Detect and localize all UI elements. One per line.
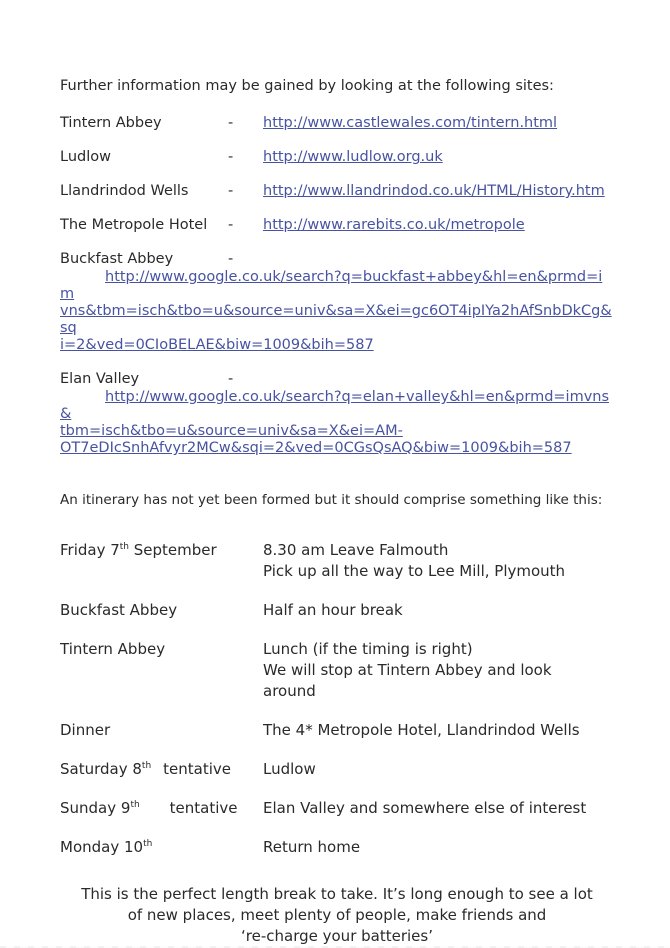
google-search-link[interactable]: http://www.google.co.uk/search?q=buckfast+abbey&hl=en&prmd=im vns&tbm=isch&tbo=u&source=univ&sa=X&ei=gc6OT4ipIYa2hAfSnbDkCg&sq i=2&ved=0CIoBELAE&biw=1009&bih=587	[60, 269, 612, 353]
tentative-note: tentative	[163, 760, 232, 778]
itinerary-description: Return home	[263, 838, 361, 856]
site-name: Elan Valley	[60, 371, 140, 387]
itinerary-day-label: Friday 7th September	[60, 541, 217, 559]
site-name: Tintern Abbey	[60, 115, 162, 131]
itinerary-day-label: Sunday 9th tentative	[60, 799, 238, 817]
dash-separator: -	[228, 217, 234, 233]
itinerary-list	[60, 540, 614, 858]
itinerary-description: Half an hour break	[263, 601, 403, 619]
site-row	[60, 252, 614, 267]
dash-separator: -	[228, 149, 234, 165]
itinerary-row	[60, 759, 614, 780]
ordinal-superscript: th	[141, 761, 152, 771]
itinerary-day-label: Monday 10th	[60, 838, 153, 856]
itinerary-row	[60, 540, 614, 582]
site-name: Llandrindod Wells	[60, 183, 189, 199]
itinerary-row	[60, 798, 614, 819]
intro-text: Further information may be gained by looking at the following sites:	[60, 78, 554, 94]
ordinal-superscript: th	[143, 839, 153, 849]
site-name: Ludlow	[60, 149, 111, 165]
itinerary-row	[60, 720, 614, 741]
itinerary-intro: An itinerary has not yet been formed but it should comprise something like this:	[60, 492, 603, 508]
itinerary-description: Ludlow	[263, 760, 316, 778]
site-link[interactable]: http://www.llandrindod.co.uk/HTML/History.htm	[263, 183, 605, 199]
itinerary-row	[60, 837, 614, 858]
site-row	[60, 372, 614, 387]
itinerary-description: The 4* Metropole Hotel, Llandrindod Wells	[263, 721, 580, 739]
site-row	[60, 184, 614, 199]
site-link[interactable]: http://www.castlewales.com/tintern.html	[263, 115, 558, 131]
itinerary-day-label: Dinner	[60, 721, 111, 739]
closing-paragraph: This is the perfect length break to take. It’s long enough to see a lot of new places, meet plenty of people, make friends and ‘re-charge your batteries’	[81, 885, 593, 945]
itinerary-day-label: Tintern Abbey	[60, 640, 166, 658]
dash-separator: -	[228, 371, 234, 387]
itinerary-day-label: Buckfast Abbey	[60, 601, 178, 619]
itinerary-description: Elan Valley and somewhere else of interest	[263, 799, 587, 817]
site-row	[60, 116, 614, 131]
dash-separator: -	[228, 251, 234, 267]
itinerary-description: Lunch (if the timing is right) We will stop at Tintern Abbey and look around	[263, 640, 552, 700]
site-name: The Metropole Hotel	[60, 217, 208, 233]
site-link[interactable]: http://www.rarebits.co.uk/metropole	[263, 217, 525, 233]
itinerary-row	[60, 639, 614, 702]
site-link[interactable]: http://www.ludlow.org.uk	[263, 149, 443, 165]
site-row	[60, 150, 614, 165]
dash-separator: -	[228, 183, 234, 199]
tentative-note: tentative	[169, 799, 238, 817]
site-row	[60, 218, 614, 233]
site-name: Buckfast Abbey	[60, 251, 174, 267]
itinerary-description: 8.30 am Leave Falmouth Pick up all the way to Lee Mill, Plymouth	[263, 541, 566, 580]
ordinal-superscript: th	[130, 800, 140, 810]
itinerary-row	[60, 600, 614, 621]
dash-separator: -	[228, 115, 234, 131]
google-search-link[interactable]: http://www.google.co.uk/search?q=elan+valley&hl=en&prmd=imvns& tbm=isch&tbo=u&source=univ&sa=X&ei=AM- OT7eDIcSnhAfvyr2MCw&sqi=2&ved=0CGsQsAQ&biw=1009&bih=587	[60, 389, 610, 456]
itinerary-day-label: Saturday 8th tentative	[60, 760, 232, 778]
ordinal-superscript: th	[119, 542, 130, 552]
